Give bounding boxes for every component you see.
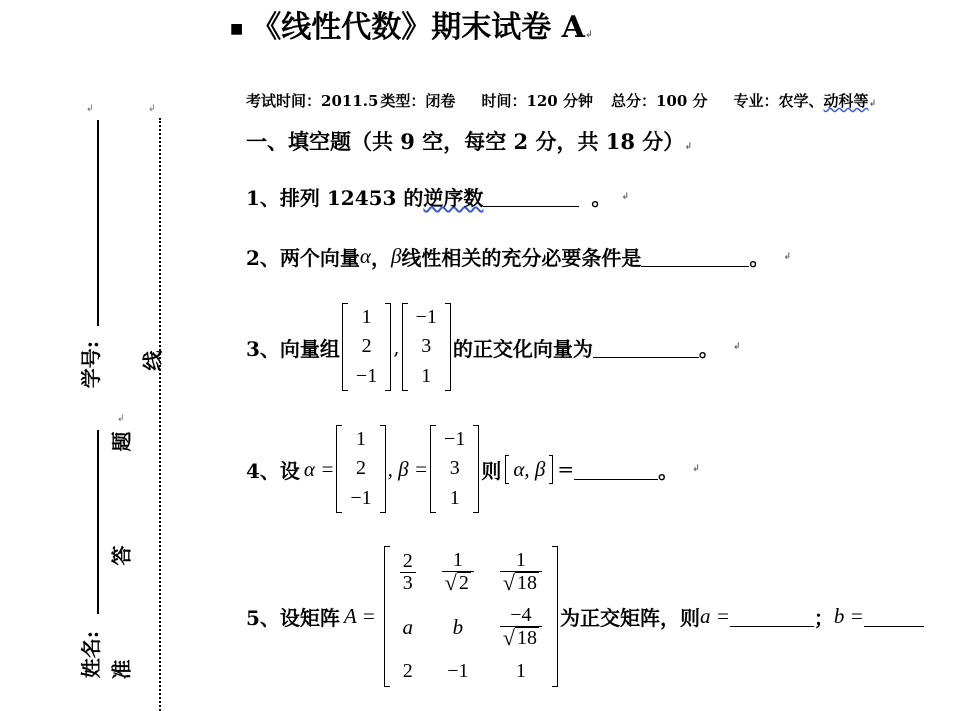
exam-type: 类型：闭卷: [380, 92, 456, 110]
q4-alpha-eq: α =: [303, 456, 335, 481]
q3-suffix: 。: [698, 336, 719, 361]
q4-inner-product: [505, 455, 553, 484]
q4-suffix: 。: [658, 458, 679, 483]
para-mark: ↲: [621, 191, 629, 202]
q2-text: 线性相关的充分必要条件是: [401, 246, 642, 270]
q4-v2-entry: −1: [444, 428, 466, 451]
q2-alpha: α: [359, 244, 371, 268]
q5-matrix: [384, 546, 558, 687]
title-text: 《线性代数》期末试卷 A: [251, 10, 585, 45]
q3-v2-entry: −1: [415, 306, 437, 329]
para-mark: ↲: [783, 251, 791, 262]
q5-text: 为正交矩阵，则: [559, 606, 700, 630]
section-title: [246, 126, 692, 156]
q3-v2-entry: 3: [421, 335, 432, 358]
q5-r2c3: −4 √ 18: [500, 605, 542, 650]
q4-vector-beta: [430, 425, 479, 513]
exam-major: 专业：农学、: [733, 92, 824, 110]
question-5: [246, 546, 924, 687]
page-title: [230, 2, 593, 46]
q3-vector-2: [402, 303, 451, 391]
q4-v2-entry: 1: [449, 486, 460, 509]
exam-total: 总分：100 分: [610, 92, 708, 110]
bullet-icon: ■: [230, 21, 244, 37]
q4-v1-entry: 1: [356, 428, 367, 451]
q4-text: 则: [481, 458, 502, 483]
q5-semicolon: ；: [813, 606, 834, 630]
q4-vector-alpha: [336, 425, 385, 513]
student-id-label: 学号:: [79, 340, 104, 389]
q3-text: 的正交化向量为: [452, 336, 593, 361]
question-3: [246, 303, 740, 391]
name-line: [97, 430, 99, 614]
q5-A-eq: A =: [343, 604, 376, 628]
q5-r1c2: 1 √ 2: [442, 550, 474, 595]
para-mark: ↲: [584, 30, 593, 40]
para-mark: ↲: [868, 99, 877, 109]
exam-major-wavy: 动科等: [823, 92, 869, 110]
q5-b-blank[interactable]: [864, 606, 924, 627]
q2-beta: β: [390, 244, 402, 268]
q4-blank[interactable]: [574, 459, 658, 480]
para-mark: ↲: [692, 464, 700, 474]
q4-beta-eq: , β =: [387, 456, 429, 481]
warning-char-line: 线: [140, 350, 165, 371]
q5-a-blank[interactable]: [730, 606, 814, 627]
q2-blank[interactable]: [641, 246, 749, 267]
q3-v1-entry: −1: [355, 364, 378, 387]
q4-v1-entry: 2: [356, 457, 367, 480]
q5-r1c3: 1 √ 18: [500, 550, 542, 595]
para-mark: ↲: [117, 414, 125, 424]
q1-wavy: 逆序数: [423, 186, 484, 210]
para-mark: ↲: [148, 104, 156, 114]
q2-comma: ，: [370, 246, 391, 270]
q3-v1-entry: 2: [361, 335, 372, 358]
q4-v2-entry: 3: [449, 457, 460, 480]
q5-r1c1: $\frac{2}{3}$: [400, 551, 416, 594]
q3-prefix: 3、向量组: [246, 336, 340, 361]
name-label: 姓名:: [79, 630, 104, 679]
q5-r2c1: a: [402, 615, 414, 639]
q2-suffix: 。: [749, 246, 770, 270]
q4-v1-entry: −1: [350, 486, 372, 509]
warning-char-ti: 题: [109, 431, 134, 452]
q2-prefix: 2、两个向量: [246, 246, 360, 270]
para-mark: ↲: [684, 142, 692, 152]
q5-r3c3: 1: [515, 660, 526, 682]
question-2: [246, 242, 791, 271]
exam-time: 考试时间：2011.5: [246, 92, 379, 110]
q5-r3c2: −1: [447, 660, 469, 682]
q5-a-eq: a =: [699, 604, 730, 628]
q1-prefix: 1、排列 12453 的: [246, 186, 424, 210]
warning-char-zhun: 准: [109, 659, 134, 680]
q3-v2-entry: 1: [421, 364, 432, 387]
q4-eq: =: [557, 457, 575, 481]
q5-prefix: 5、设矩阵: [246, 606, 340, 630]
q3-vector-1: [342, 303, 391, 391]
student-id-line: [97, 120, 99, 326]
binding-dotted-line: [159, 118, 161, 711]
exam-duration: 时间：120 分钟: [481, 92, 593, 110]
q3-blank[interactable]: [593, 337, 699, 358]
section-title-text: 一、填空题（共 9 空，每空 2 分，共 18 分）: [246, 129, 685, 154]
q5-r3c1: 2: [402, 660, 413, 682]
q4-inner: α, β: [513, 456, 546, 481]
q5-r2c2: b: [452, 615, 464, 639]
q1-blank[interactable]: [483, 186, 579, 207]
para-mark: ↲: [732, 342, 741, 352]
question-4: [246, 425, 700, 513]
warning-char-da: 答: [109, 545, 134, 566]
para-mark: ↲: [86, 104, 94, 114]
q3-v1-entry: 1: [361, 306, 372, 329]
q4-prefix: 4、设: [246, 458, 300, 483]
exam-info: [246, 90, 890, 111]
q1-suffix: 。: [591, 186, 612, 210]
q5-b-eq: b =: [833, 604, 864, 628]
q3-sep: ,: [393, 335, 400, 359]
question-1: [246, 182, 629, 211]
